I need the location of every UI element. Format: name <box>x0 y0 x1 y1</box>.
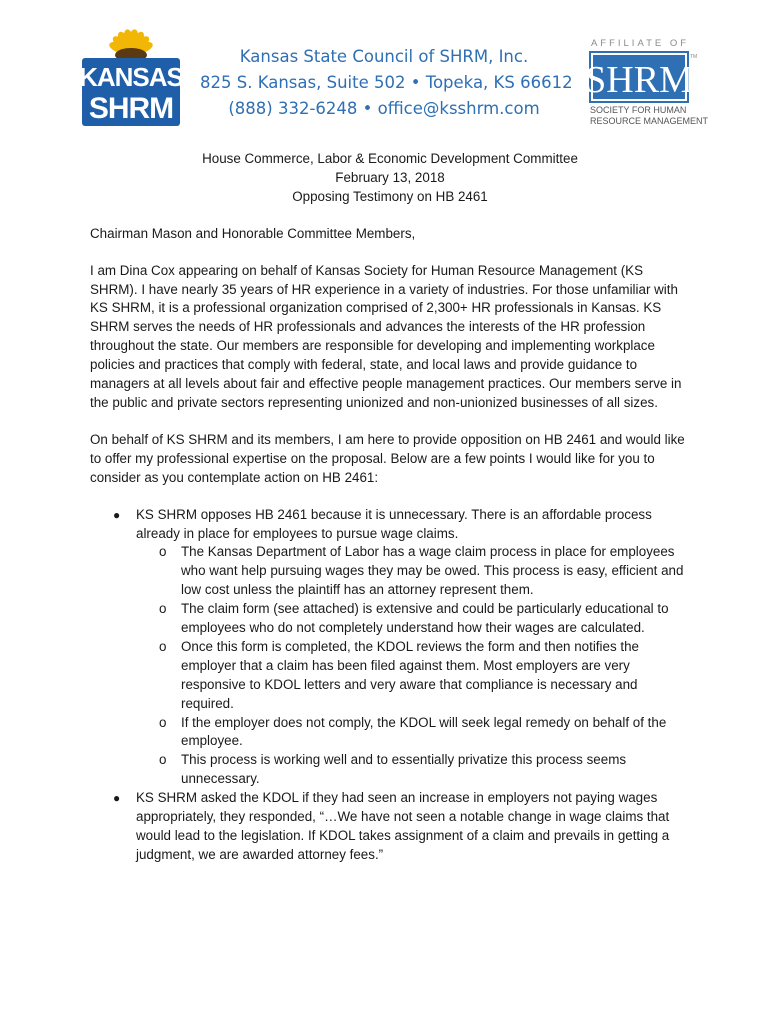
sub-bullet-text: Once this form is completed, the KDOL reviews the form and then notifies the employer that a claim has been filed against them. Most employers are very responsive to KDOL letters and very aware that compliance is necessary and required. <box>181 638 639 711</box>
sub-bullet-text: This process is working well and to essentially privatize this process seems unnecessary. <box>181 752 627 787</box>
shrm-logo-icon <box>584 36 709 128</box>
svg-text:SHRM: SHRM <box>88 92 174 125</box>
salutation: Chairman Mason and Honorable Committee Members, <box>90 225 416 241</box>
committee-name: House Commerce, Labor & Economic Development Committee <box>202 151 578 166</box>
org-address: 825 S. Kansas, Suite 502 • Topeka, KS 66612 <box>200 73 573 92</box>
testimony-subject: Opposing Testimony on HB 2461 <box>292 188 488 204</box>
bullet-icon: ● <box>113 791 121 806</box>
opposition-paragraph: On behalf of KS SHRM and its members, I am here to provide opposition on HB 2461 and would like to offer my professional expertise on the proposal. Below are a few points I would like for you to consider as you contemplate action on HB 2461: <box>90 431 685 485</box>
sub-bullet-icon: o <box>159 638 167 654</box>
sub-bullet-icon: o <box>159 752 167 768</box>
sub-list-item <box>136 751 690 789</box>
sub-list-item <box>136 543 690 600</box>
kansas-shrm-logo <box>76 28 186 128</box>
testimony-body <box>90 150 690 865</box>
sub-bullet-text: The Kansas Department of Labor has a wage claim process in place for employees who want help pursuing wages they may be owed. This process is easy, efficient and low cost unless the plaintiff has an attorney represent them. <box>181 544 684 598</box>
shrm-affiliate-logo <box>584 36 709 128</box>
intro-paragraph: I am Dina Cox appearing on behalf of Kansas Society for Human Resource Management (KS SHRM). I have nearly 35 years of HR experience in a variety of industries. For those unfamiliar with KS SHRM, it is a professional organization comprised of 2,300+ HR professionals in Kansas. KS SHRM serves the needs of HR professionals and advances the interests of the HR profession throughout the state. Our members are responsible for developing and implementing workplace policies and practices that comply with federal, state, and local laws and provide guidance to managers at all levels about fair and effective people management practices. Our members serve in the public and private sectors representing unionized and non-unionized businesses of all sizes. <box>90 262 682 410</box>
svg-text:RESOURCE MANAGEMENT: RESOURCE MANAGEMENT <box>590 116 709 126</box>
sub-bullet-text: If the employer does not comply, the KDOL will seek legal remedy on behalf of the employee. <box>181 714 667 749</box>
org-contact: (888) 332-6248 • office@ksshrm.com <box>228 99 540 118</box>
bullet-text: KS SHRM asked the KDOL if they had seen an increase in employers not paying wages appropriately, they responded, “…We have not seen a notable change in wage claims that would lead to the legislation. If KDOL takes assignment of a claim and prevails in getting a judgment, we are awarded attorney fees.” <box>136 790 670 862</box>
sub-points-list <box>136 543 690 789</box>
svg-text:SOCIETY FOR HUMAN: SOCIETY FOR HUMAN <box>590 105 687 115</box>
list-item <box>90 789 690 865</box>
sub-bullet-icon: o <box>159 544 167 560</box>
sub-list-item <box>136 714 690 752</box>
letterhead <box>200 44 573 122</box>
org-name: Kansas State Council of SHRM, Inc. <box>239 47 529 66</box>
hearing-date: February 13, 2018 <box>335 169 445 185</box>
sub-list-item <box>136 638 690 714</box>
points-list <box>90 506 690 865</box>
sub-bullet-icon: o <box>159 714 167 730</box>
list-item <box>90 506 690 790</box>
title-block <box>90 150 690 207</box>
sunflower-logo-icon <box>76 28 186 128</box>
bullet-text: KS SHRM opposes HB 2461 because it is unnecessary. There is an affordable process already in place for employees to pursue wage claims. <box>136 506 652 541</box>
svg-text:AFFILIATE OF: AFFILIATE OF <box>590 38 690 49</box>
sub-bullet-text: The claim form (see attached) is extensive and could be particularly educational to employees who do not completely understand how their wages are calculated. <box>181 601 669 636</box>
sub-list-item <box>136 600 690 638</box>
svg-text:KANSAS: KANSAS <box>79 62 183 92</box>
svg-text:TM: TM <box>690 54 698 60</box>
svg-text:SHRM: SHRM <box>585 59 693 101</box>
bullet-icon: ● <box>113 507 121 522</box>
sub-bullet-icon: o <box>159 601 167 617</box>
